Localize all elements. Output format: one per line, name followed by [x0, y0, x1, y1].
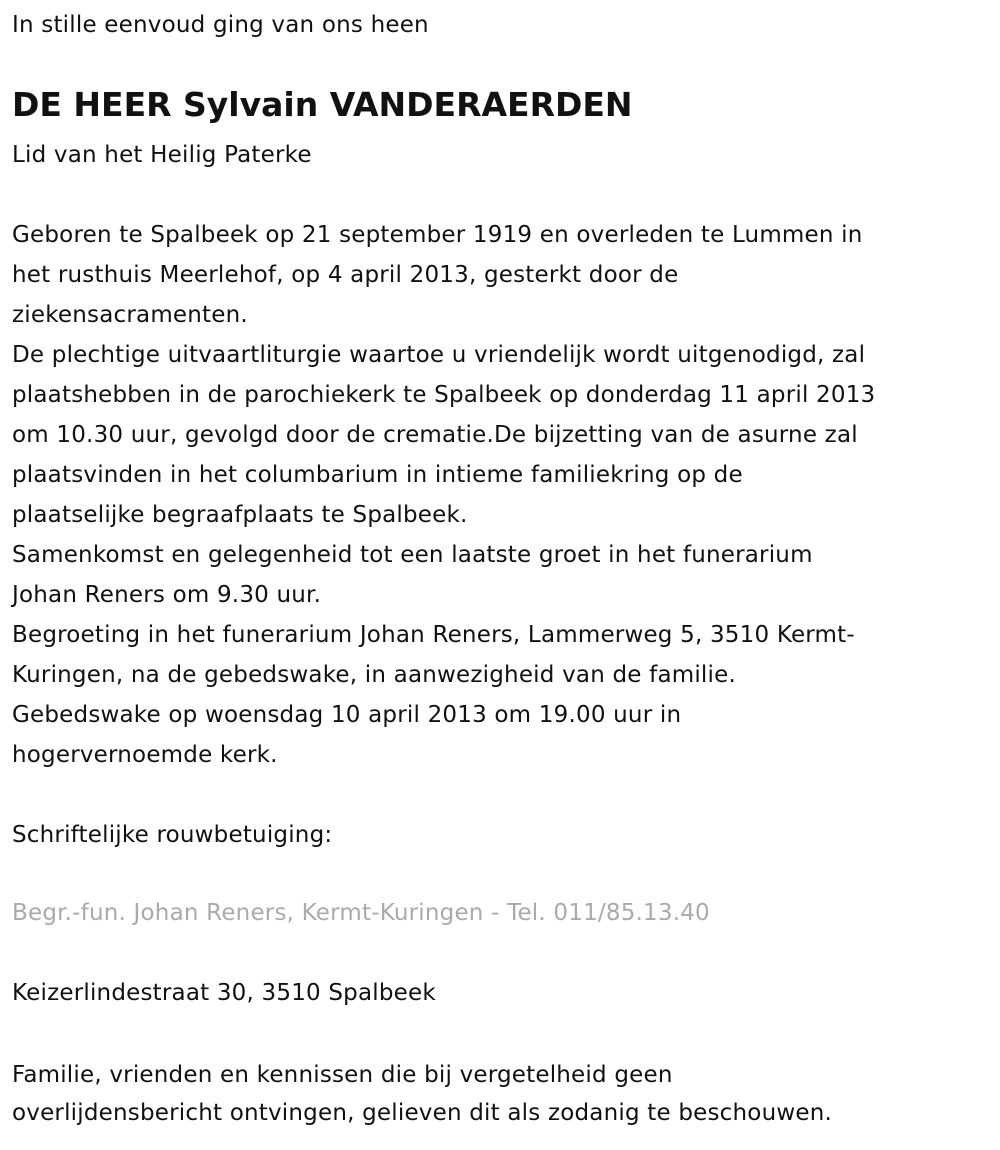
body-line: Johan Reners om 9.30 uur.: [12, 582, 322, 608]
body-line: plaatshebben in de parochiekerk te Spalbeek op donderdag 11 april 2013: [12, 382, 876, 408]
closing-line: Familie, vrienden en kennissen die bij vergetelheid geen: [12, 1062, 673, 1088]
subtitle: Lid van het Heilig Paterke: [12, 142, 312, 168]
body-line: hogervernoemde kerk.: [12, 742, 278, 768]
funeral-home-info: Begr.-fun. Johan Reners, Kermt-Kuringen - Tel. 011/85.13.40: [12, 900, 710, 926]
body-line: plaatsvinden in het columbarium in intieme familiekring op de: [12, 462, 743, 488]
closing-line: overlijdensbericht ontvingen, gelieven dit als zodanig te beschouwen.: [12, 1100, 832, 1126]
body-line: Begroeting in het funerarium Johan Reners, Lammerweg 5, 3510 Kermt-: [12, 622, 855, 648]
body-line: om 10.30 uur, gevolgd door de crematie.De bijzetting van de asurne zal: [12, 422, 858, 448]
intro-line: In stille eenvoud ging van ons heen: [12, 12, 429, 38]
body-line: Samenkomst en gelegenheid tot een laatste groet in het funerarium: [12, 542, 813, 568]
body-line: Geboren te Spalbeek op 21 september 1919 en overleden te Lummen in: [12, 222, 863, 248]
body-line: Gebedswake op woensdag 10 april 2013 om 19.00 uur in: [12, 702, 682, 728]
body-line: plaatselijke begraafplaats te Spalbeek.: [12, 502, 468, 528]
condolence-label: Schriftelijke rouwbetuiging:: [12, 822, 333, 848]
address: Keizerlindestraat 30, 3510 Spalbeek: [12, 980, 436, 1006]
body-line: het rusthuis Meerlehof, op 4 april 2013, gesterkt door de: [12, 262, 679, 288]
body-line: De plechtige uitvaartliturgie waartoe u vriendelijk wordt uitgenodigd, zal: [12, 342, 866, 368]
deceased-name: DE HEER Sylvain VANDERAERDEN: [12, 85, 633, 124]
body-line: Kuringen, na de gebedswake, in aanwezigheid van de familie.: [12, 662, 736, 688]
body-line: ziekensacramenten.: [12, 302, 248, 328]
